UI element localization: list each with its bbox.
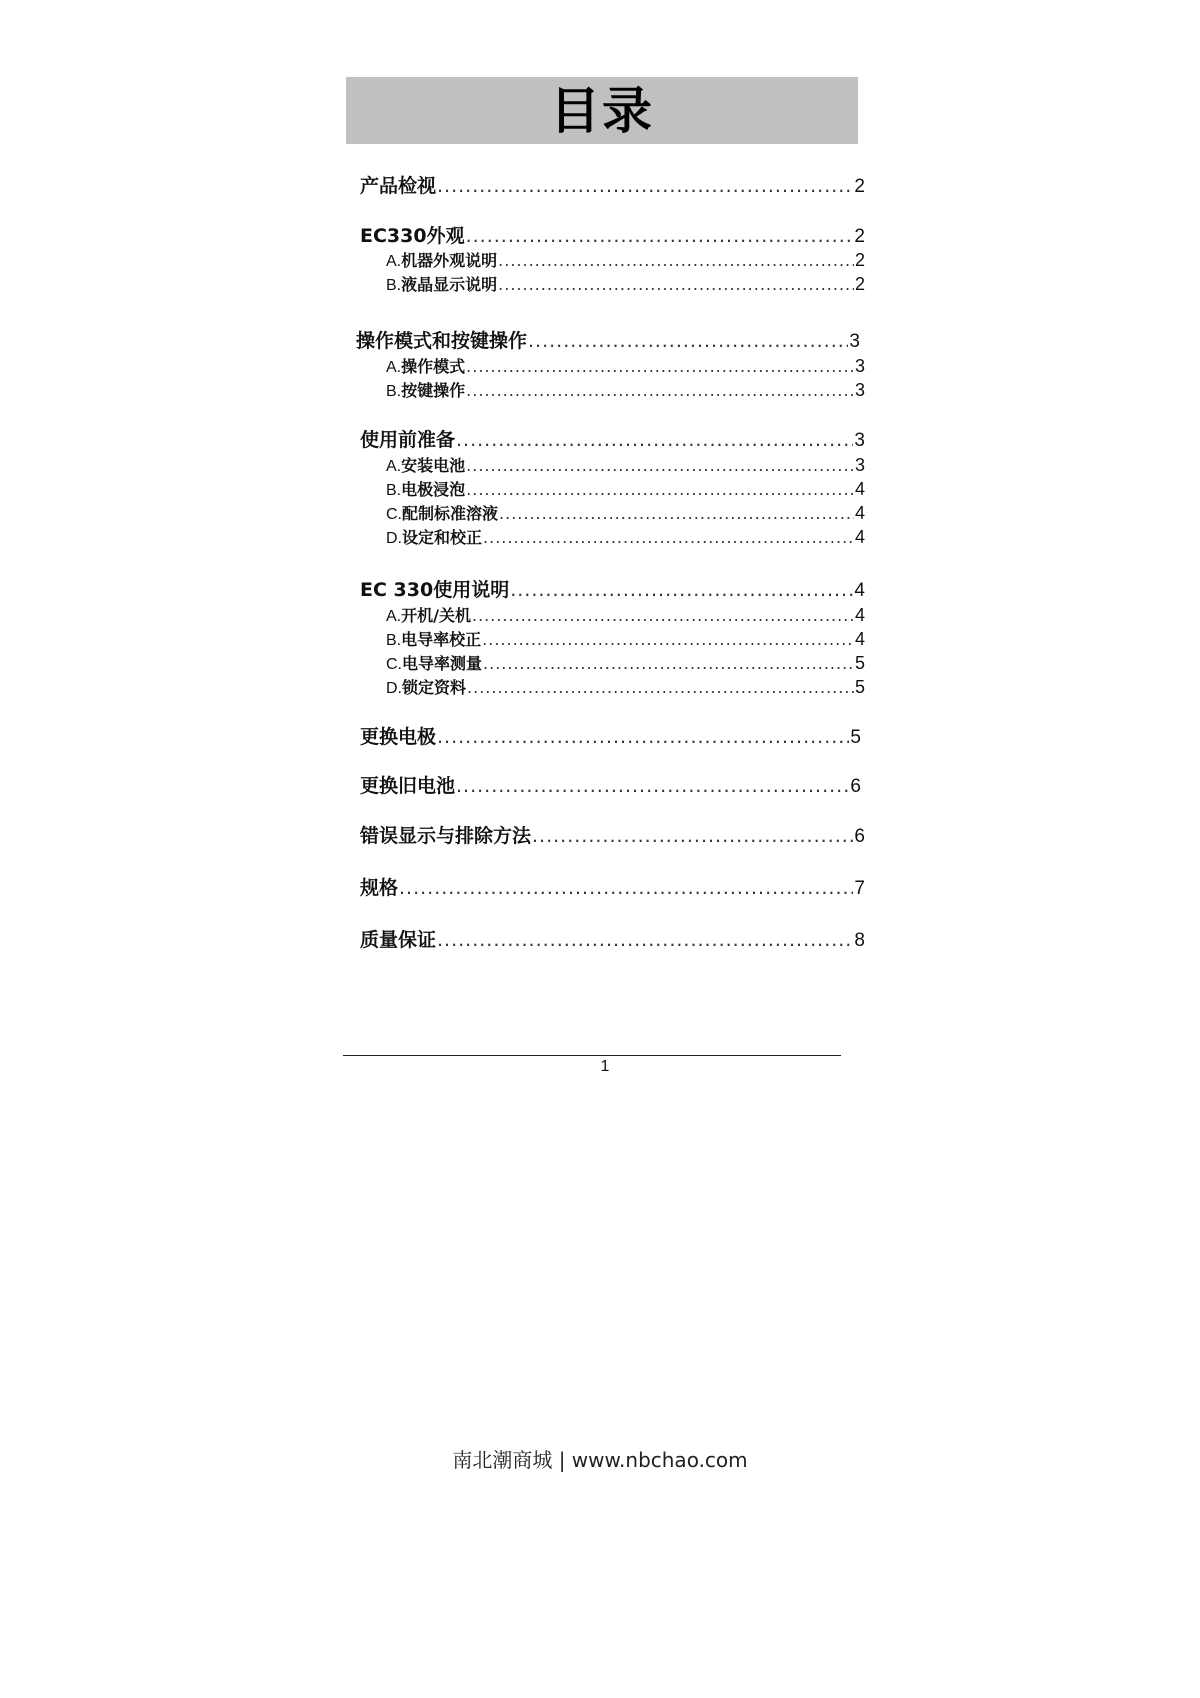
toc-subentry-title: 电导率测量 xyxy=(402,654,483,673)
toc-subentry-letter: D. xyxy=(386,680,402,697)
toc-subentry-page: 2 xyxy=(854,274,865,294)
toc-entry-page: 2 xyxy=(854,226,865,247)
toc-subentry[interactable] xyxy=(386,603,865,626)
toc-subentry-title: 操作模式 xyxy=(401,357,466,376)
toc-leader-dots xyxy=(466,357,854,376)
toc-leader-dots xyxy=(437,726,849,748)
toc-leader-dots xyxy=(466,225,854,247)
toc-subentry-page: 4 xyxy=(854,479,865,499)
toc-entry-title: 错误显示与排除方法 xyxy=(360,825,532,847)
toc-entry-page: 6 xyxy=(850,776,861,797)
toc-subentry-letter: D. xyxy=(386,530,402,547)
toc-subentry-page: 5 xyxy=(854,677,865,697)
toc-subentry-letter: C. xyxy=(386,506,402,523)
toc-subentry-letter: B. xyxy=(386,277,402,294)
toc-entry-page: 5 xyxy=(850,727,861,748)
toc-leader-dots xyxy=(466,480,854,499)
toc-subentry-title: 设定和校正 xyxy=(402,528,483,547)
toc-leader-dots xyxy=(399,877,853,899)
toc-subentry-title: 配制标准溶液 xyxy=(402,504,499,523)
toc-entry-page: 6 xyxy=(854,826,865,847)
toc-entry-title: 使用前准备 xyxy=(360,429,456,451)
toc-subentry[interactable] xyxy=(386,627,865,650)
toc-entry-page: 2 xyxy=(854,176,865,197)
toc-subentry[interactable] xyxy=(386,477,865,500)
toc-entry[interactable] xyxy=(360,425,865,452)
toc-subentry-title: 机器外观说明 xyxy=(401,251,498,270)
toc-entry[interactable] xyxy=(356,326,860,353)
toc-subentry-title: 液晶显示说明 xyxy=(401,275,498,294)
toc-subentry[interactable] xyxy=(386,651,865,674)
toc-leader-dots xyxy=(498,275,854,294)
toc-entry[interactable] xyxy=(360,925,865,952)
toc-subentry[interactable] xyxy=(386,248,865,271)
toc-entry-title: EC330外观 xyxy=(360,225,465,247)
toc-subentry-title: 按键操作 xyxy=(401,381,466,400)
toc-entry-title: 操作模式和按键操作 xyxy=(356,330,528,352)
toc-leader-dots xyxy=(483,528,854,547)
toc-leader-dots xyxy=(528,330,848,352)
toc-subentry[interactable] xyxy=(386,501,865,524)
toc-subentry[interactable] xyxy=(386,453,865,476)
toc-leader-dots xyxy=(467,678,854,697)
toc-entry[interactable] xyxy=(360,873,865,900)
toc-subentry-page: 5 xyxy=(854,653,865,673)
toc-subentry-page: 4 xyxy=(854,527,865,547)
toc-subentry-letter: A. xyxy=(386,608,402,625)
toc-entry[interactable] xyxy=(360,771,861,798)
toc-leader-dots xyxy=(466,381,854,400)
toc-entry-title: 更换电极 xyxy=(360,726,437,748)
toc-subentry-title: 安装电池 xyxy=(401,456,466,475)
toc-entry-title: 更换旧电池 xyxy=(360,775,456,797)
toc-subentry-letter: B. xyxy=(386,632,402,649)
toc-entry-page: 3 xyxy=(849,331,860,352)
toc-entry[interactable] xyxy=(360,575,865,602)
toc-subentry[interactable] xyxy=(386,272,865,295)
toc-subentry[interactable] xyxy=(386,525,865,548)
toc-leader-dots xyxy=(510,579,853,601)
toc-leader-dots xyxy=(499,504,854,523)
toc-subentry-page: 4 xyxy=(854,605,865,625)
toc-subentry-title: 开机/关机 xyxy=(401,606,471,625)
page-number: 1 xyxy=(600,1058,610,1075)
toc-leader-dots xyxy=(437,175,853,197)
toc-subentry-letter: A. xyxy=(386,458,402,475)
toc-subentry-page: 4 xyxy=(854,503,865,523)
toc-subentry-letter: B. xyxy=(386,482,402,499)
toc-entry-page: 4 xyxy=(854,580,865,601)
toc-leader-dots xyxy=(456,429,853,451)
toc-entry-title: 规格 xyxy=(360,877,399,899)
toc-subentry[interactable] xyxy=(386,354,865,377)
toc-subentry-page: 3 xyxy=(854,380,865,400)
toc-leader-dots xyxy=(437,929,853,951)
page-title: 目录 xyxy=(550,81,654,140)
toc-subentry-page: 2 xyxy=(854,250,865,270)
toc-leader-dots xyxy=(466,456,854,475)
toc-subentry-page: 3 xyxy=(854,356,865,376)
toc-leader-dots xyxy=(482,630,854,649)
toc-subentry[interactable] xyxy=(386,378,865,401)
toc-entry[interactable] xyxy=(360,171,865,198)
toc-leader-dots xyxy=(498,251,854,270)
toc-subentry-title: 电极浸泡 xyxy=(401,480,466,499)
watermark: 南北潮商城 | www.nbchao.com xyxy=(452,1448,748,1472)
toc-subentry-title: 电导率校正 xyxy=(401,630,482,649)
toc-subentry-letter: C. xyxy=(386,656,402,673)
toc-leader-dots xyxy=(532,825,853,847)
toc-leader-dots xyxy=(472,606,854,625)
toc-entry-title: EC 330使用说明 xyxy=(360,579,510,601)
toc-subentry-page: 4 xyxy=(854,629,865,649)
toc-leader-dots xyxy=(456,775,849,797)
toc-entry-title: 产品检视 xyxy=(360,175,437,197)
toc-entry[interactable] xyxy=(360,221,865,248)
toc-leader-dots xyxy=(483,654,854,673)
toc-subentry-letter: B. xyxy=(386,383,402,400)
toc-entry[interactable] xyxy=(360,722,861,749)
toc-entry-title: 质量保证 xyxy=(360,929,437,951)
toc-subentry-letter: A. xyxy=(386,253,402,270)
toc-subentry-title: 锁定资料 xyxy=(402,678,467,697)
footer-divider xyxy=(343,1055,841,1056)
toc-entry-page: 7 xyxy=(854,878,865,899)
toc-entry[interactable] xyxy=(360,821,865,848)
toc-entry-page: 3 xyxy=(854,430,865,451)
toc-subentry-page: 3 xyxy=(854,455,865,475)
toc-subentry-letter: A. xyxy=(386,359,402,376)
toc-subentry[interactable] xyxy=(386,675,865,698)
toc-entry-page: 8 xyxy=(854,930,865,951)
